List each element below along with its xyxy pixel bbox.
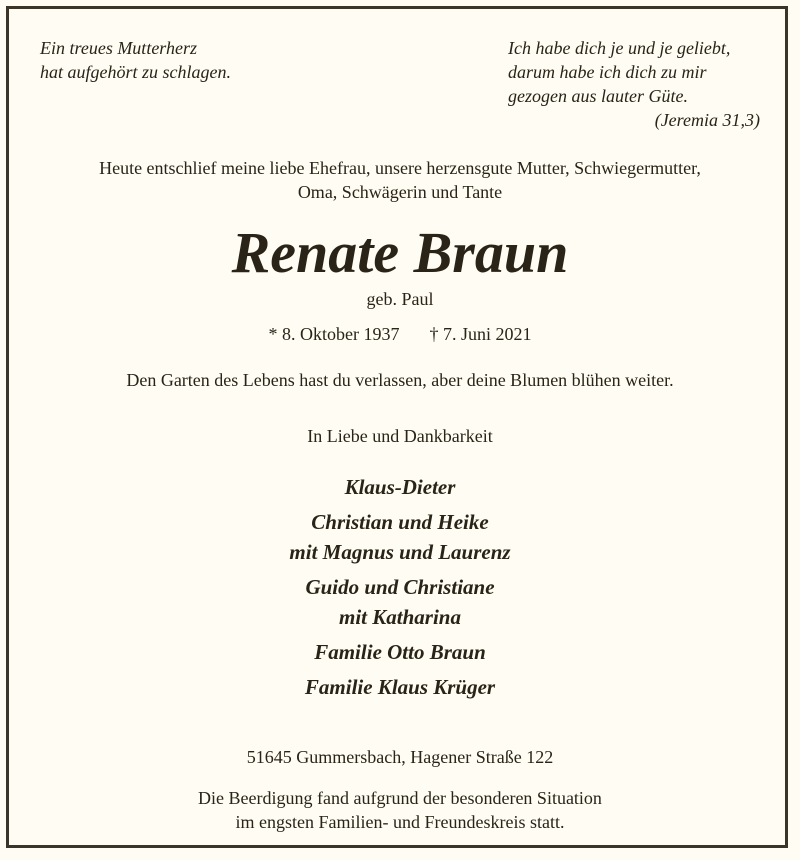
funeral-note	[0, 786, 800, 834]
mourner-group	[0, 637, 800, 667]
quote-left	[40, 36, 231, 84]
birth-date: * 8. Oktober 1937	[268, 324, 400, 344]
mourner-group	[0, 572, 800, 632]
intro-text	[0, 156, 800, 204]
mourner-line: mit Magnus und Laurenz	[289, 540, 511, 564]
death-date: † 7. Juni 2021	[429, 324, 532, 344]
bible-quote-source: (Jeremia 31,3)	[654, 110, 760, 130]
mourner-group	[0, 672, 800, 702]
mourner-line: Familie Klaus Krüger	[304, 675, 496, 699]
funeral-note-line: im engsten Familien- und Freundeskreis statt.	[235, 812, 565, 832]
bible-quote	[508, 36, 760, 132]
address: 51645 Gummersbach, Hagener Straße 122	[246, 747, 554, 767]
mourner-group	[0, 472, 800, 502]
mourner-line: mit Katharina	[339, 605, 461, 629]
mourner-group	[0, 507, 800, 567]
intro-line: Heute entschlief meine liebe Ehefrau, unsere herzensgute Mutter, Schwiegermutter,	[99, 158, 701, 178]
bible-quote-line: gezogen aus lauter Güte.	[508, 86, 688, 106]
thanks-line: In Liebe und Dankbarkeit	[307, 426, 493, 446]
birth-name: geb. Paul	[366, 289, 434, 309]
quote-left-line: hat aufgehört zu schlagen.	[40, 62, 231, 82]
mourner-line: Guido und Christiane	[305, 575, 495, 599]
mourners-list	[0, 472, 800, 707]
mourner-line: Familie Otto Braun	[314, 640, 486, 664]
quote-left-line: Ein treues Mutterherz	[40, 38, 197, 58]
bible-quote-line: Ich habe dich je und je geliebt,	[508, 38, 731, 58]
intro-line: Oma, Schwägerin und Tante	[297, 182, 503, 202]
motto: Den Garten des Lebens hast du verlassen, aber deine Blumen blühen weiter.	[126, 370, 674, 390]
mourner-line: Christian und Heike	[311, 510, 489, 534]
funeral-note-line: Die Beerdigung fand aufgrund der besonderen Situation	[198, 788, 602, 808]
mourner-line: Klaus-Dieter	[344, 475, 456, 499]
bible-quote-line: darum habe ich dich zu mir	[508, 62, 707, 82]
deceased-name: Renate Braun	[231, 220, 569, 285]
life-dates	[0, 323, 800, 345]
